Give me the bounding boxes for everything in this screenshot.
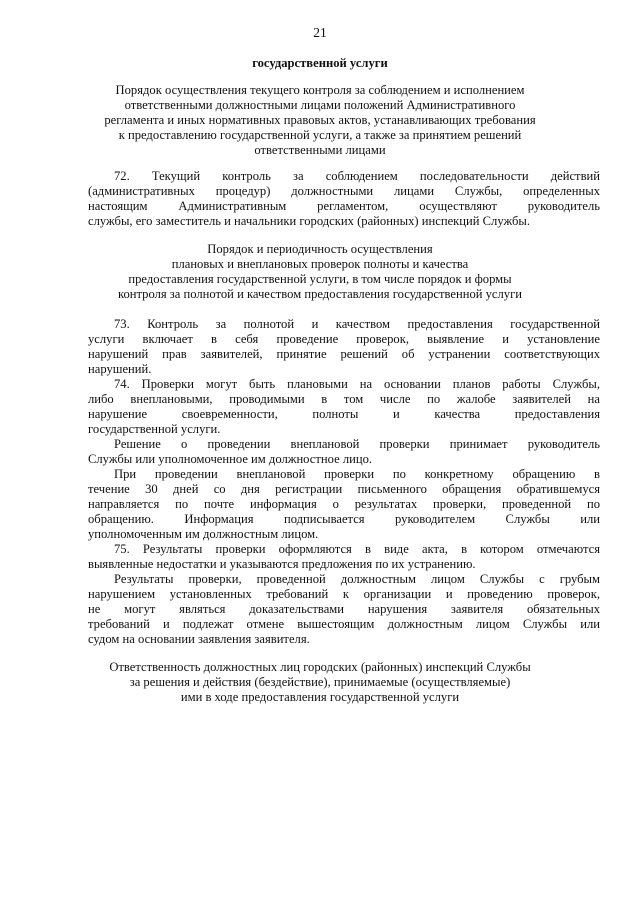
section-heading-line: контроля за полнотой и качеством предоставления государственной услуги (117, 287, 523, 301)
section-heading-line: плановых и внеплановых проверок полноты и качества (171, 257, 469, 271)
paragraph-line: государственной услуги. (88, 422, 221, 436)
paragraph-line: Службы или уполномоченное им должностное лицо. (88, 452, 373, 466)
paragraph-line: настоящим Административным регламентом, осуществляют руководитель (88, 199, 600, 213)
paragraph-line: нарушение своевременности, полноты и качества предоставления (88, 407, 600, 421)
paragraph-line: 72. Текущий контроль за соблюдением последовательности действий (114, 169, 600, 183)
section-heading-line: ответственными лицами (254, 143, 386, 157)
paragraph-line: (административных процедур) должностными лицами Службы, определенных (88, 184, 600, 198)
paragraph-line: 73. Контроль за полнотой и качеством предоставления государственной (114, 317, 600, 331)
paragraph-line: судом на основании заявления заявителя. (88, 632, 310, 646)
section-heading-title: государственной услуги (252, 56, 388, 70)
section-heading-line: Порядок и периодичность осуществления (207, 242, 433, 256)
paragraph-line: нарушением установленных требований к организации и проведению проверок, (88, 587, 600, 601)
section-heading-line: ими в ходе предоставления государственной услуги (180, 690, 460, 704)
section-heading-line: предоставления государственной услуги, в том числе порядок и формы (128, 272, 512, 286)
section-heading-line: Порядок осуществления текущего контроля за соблюдением и исполнением (115, 83, 525, 97)
paragraph-line: выявленные недостатки и указываются предложения по их устранению. (88, 557, 476, 571)
paragraph-line: Решение о проведении внеплановой проверки принимает руководитель (114, 437, 600, 451)
paragraph-line: не могут являться доказательствами нарушения заявителя обязательных (88, 602, 600, 616)
section-heading-line: ответственными должностными лицами положений Административного (124, 98, 516, 112)
paragraph-line: течение 30 дней со дня регистрации письменного обращения обратившемуся (88, 482, 600, 496)
paragraph-line: 74. Проверки могут быть плановыми на основании планов работы Службы, (114, 377, 600, 391)
paragraph-line: 75. Результаты проверки оформляются в виде акта, в котором отмечаются (114, 542, 600, 556)
paragraph-line: требований и подлежат отмене вышестоящим должностным лицом Службы или (88, 617, 600, 631)
paragraph-line: услуги включает в себя проведение проверок, выявление и установление (88, 332, 600, 346)
section-heading-line: регламента и иных нормативных правовых актов, устанавливающих требования (104, 113, 536, 127)
paragraph-line: нарушений прав заявителей, принятие решений об устранении соответствующих (88, 347, 600, 361)
paragraph-line: обращению. Информация подписывается руководителем Службы или (88, 512, 600, 526)
section-heading-line: за решения и действия (бездействие), принимаемые (осуществляемые) (129, 675, 511, 689)
paragraph-line: направляется по почте информация о результатах проверки, проведенной по (88, 497, 600, 511)
paragraph-line: нарушений. (88, 362, 152, 376)
paragraph-line: службы, его заместитель и начальники городских (районных) инспекций Службы. (88, 214, 531, 228)
section-heading-line: к предоставлению государственной услуги, а также за принятием решений (118, 128, 522, 142)
paragraph-line: При проведении внеплановой проверки по конкретному обращению в (114, 467, 600, 481)
paragraph-line: либо внеплановыми, проводимыми в том числе по жалобе заявителей на (88, 392, 600, 406)
paragraph-line: уполномоченным им должностным лицом. (88, 527, 319, 541)
page-number: 21 (313, 25, 327, 40)
section-heading-line: Ответственность должностных лиц городских (районных) инспекций Службы (109, 660, 531, 674)
paragraph-line: Результаты проверки, проведенной должностным лицом Службы с грубым (114, 572, 600, 586)
